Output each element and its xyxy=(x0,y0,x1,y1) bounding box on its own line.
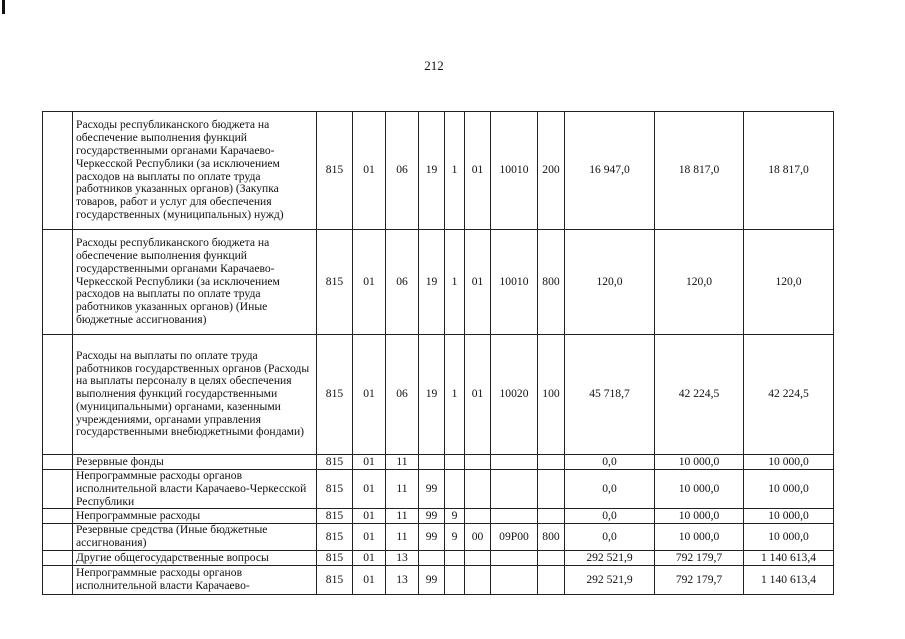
row-number-cell xyxy=(43,470,73,509)
amount-year1-cell: 45 718,7 xyxy=(565,335,655,455)
program-cell xyxy=(419,550,445,565)
table-row xyxy=(43,455,834,470)
subprogram-cell xyxy=(445,455,465,470)
program-cell: 99 xyxy=(419,565,445,594)
subprogram-cell: 1 xyxy=(445,335,465,455)
amount-year3-cell: 1 140 613,4 xyxy=(744,565,834,594)
main-activity-cell: 00 xyxy=(465,524,491,551)
description-cell: Другие общегосударственные вопросы xyxy=(73,550,317,565)
table-row xyxy=(43,524,834,551)
description-cell: Расходы республиканского бюджета на обеспечение выполнения функций государственными органами Карачаево-Черкесской Республики (за исключением расходов на выплаты по оплате труда работников указанных органов) (Закупка товаров, работ и услуг для обеспечения государственных (муниципальных) нужд) xyxy=(73,112,317,230)
direction-cell xyxy=(491,455,538,470)
amount-year1-cell: 0,0 xyxy=(565,509,655,524)
description-cell: Непрограммные расходы xyxy=(73,509,317,524)
table-row xyxy=(43,509,834,524)
program-cell: 99 xyxy=(419,524,445,551)
ministry-code-cell: 815 xyxy=(317,335,353,455)
amount-year2-cell: 42 224,5 xyxy=(655,335,744,455)
scan-edge-mark xyxy=(2,0,5,14)
ministry-code-cell: 815 xyxy=(317,524,353,551)
budget-table xyxy=(42,111,834,595)
section-cell: 01 xyxy=(353,230,386,335)
amount-year2-cell: 18 817,0 xyxy=(655,112,744,230)
description-cell: Расходы республиканского бюджета на обеспечение выполнения функций государственными органами Карачаево-Черкесской Республики (за исключением расходов на выплаты по оплате труда работников указанных органов) (Иные бюджетные ассигнования) xyxy=(73,230,317,335)
ministry-code-cell: 815 xyxy=(317,455,353,470)
amount-year3-cell: 120,0 xyxy=(744,230,834,335)
amount-year3-cell: 1 140 613,4 xyxy=(744,550,834,565)
ministry-code-cell: 815 xyxy=(317,509,353,524)
amount-year1-cell: 16 947,0 xyxy=(565,112,655,230)
amount-year3-cell: 10 000,0 xyxy=(744,470,834,509)
expense-type-cell xyxy=(538,565,565,594)
expense-type-cell xyxy=(538,550,565,565)
main-activity-cell xyxy=(465,550,491,565)
subsection-cell: 06 xyxy=(386,335,419,455)
subprogram-cell xyxy=(445,565,465,594)
direction-cell: 10010 xyxy=(491,112,538,230)
program-cell: 19 xyxy=(419,230,445,335)
ministry-code-cell: 815 xyxy=(317,550,353,565)
expense-type-cell xyxy=(538,455,565,470)
section-cell: 01 xyxy=(353,565,386,594)
amount-year3-cell: 10 000,0 xyxy=(744,524,834,551)
direction-cell: 10010 xyxy=(491,230,538,335)
amount-year2-cell: 792 179,7 xyxy=(655,565,744,594)
row-number-cell xyxy=(43,565,73,594)
ministry-code-cell: 815 xyxy=(317,230,353,335)
section-cell: 01 xyxy=(353,335,386,455)
section-cell: 01 xyxy=(353,470,386,509)
row-number-cell xyxy=(43,230,73,335)
table-row xyxy=(43,335,834,455)
row-number-cell xyxy=(43,335,73,455)
direction-cell xyxy=(491,470,538,509)
page-number: 212 xyxy=(424,58,444,73)
amount-year3-cell: 42 224,5 xyxy=(744,335,834,455)
subprogram-cell: 9 xyxy=(445,509,465,524)
expense-type-cell xyxy=(538,509,565,524)
section-cell: 01 xyxy=(353,112,386,230)
expense-type-cell: 100 xyxy=(538,335,565,455)
description-cell: Резервные фонды xyxy=(73,455,317,470)
ministry-code-cell: 815 xyxy=(317,565,353,594)
row-number-cell xyxy=(43,509,73,524)
direction-cell: 10020 xyxy=(491,335,538,455)
description-cell: Резервные средства (Иные бюджетные ассигнования) xyxy=(73,524,317,551)
subsection-cell: 11 xyxy=(386,455,419,470)
expense-type-cell: 200 xyxy=(538,112,565,230)
subprogram-cell xyxy=(445,550,465,565)
main-activity-cell xyxy=(465,455,491,470)
subsection-cell: 13 xyxy=(386,550,419,565)
subprogram-cell xyxy=(445,470,465,509)
subsection-cell: 06 xyxy=(386,230,419,335)
main-activity-cell: 01 xyxy=(465,335,491,455)
direction-cell: 09Р00 xyxy=(491,524,538,551)
direction-cell xyxy=(491,565,538,594)
main-activity-cell xyxy=(465,470,491,509)
ministry-code-cell: 815 xyxy=(317,470,353,509)
program-cell: 19 xyxy=(419,335,445,455)
amount-year1-cell: 0,0 xyxy=(565,455,655,470)
section-cell: 01 xyxy=(353,524,386,551)
table-row xyxy=(43,565,834,594)
amount-year2-cell: 10 000,0 xyxy=(655,455,744,470)
expense-type-cell: 800 xyxy=(538,524,565,551)
main-activity-cell xyxy=(465,509,491,524)
program-cell: 19 xyxy=(419,112,445,230)
amount-year1-cell: 0,0 xyxy=(565,470,655,509)
row-number-cell xyxy=(43,112,73,230)
main-activity-cell: 01 xyxy=(465,230,491,335)
amount-year2-cell: 120,0 xyxy=(655,230,744,335)
direction-cell xyxy=(491,509,538,524)
subsection-cell: 11 xyxy=(386,509,419,524)
row-number-cell xyxy=(43,524,73,551)
table-body xyxy=(43,112,834,595)
amount-year1-cell: 120,0 xyxy=(565,230,655,335)
subsection-cell: 06 xyxy=(386,112,419,230)
table-row xyxy=(43,550,834,565)
amount-year1-cell: 292 521,9 xyxy=(565,565,655,594)
amount-year2-cell: 10 000,0 xyxy=(655,470,744,509)
subsection-cell: 11 xyxy=(386,470,419,509)
amount-year2-cell: 10 000,0 xyxy=(655,524,744,551)
section-cell: 01 xyxy=(353,509,386,524)
main-activity-cell xyxy=(465,565,491,594)
description-cell: Непрограммные расходы органов исполнительной власти Карачаево- xyxy=(73,565,317,594)
amount-year2-cell: 10 000,0 xyxy=(655,509,744,524)
program-cell: 99 xyxy=(419,509,445,524)
amount-year1-cell: 292 521,9 xyxy=(565,550,655,565)
amount-year2-cell: 792 179,7 xyxy=(655,550,744,565)
main-activity-cell: 01 xyxy=(465,112,491,230)
section-cell: 01 xyxy=(353,455,386,470)
program-cell: 99 xyxy=(419,470,445,509)
row-number-cell xyxy=(43,455,73,470)
table-row xyxy=(43,112,834,230)
subprogram-cell: 9 xyxy=(445,524,465,551)
amount-year3-cell: 10 000,0 xyxy=(744,509,834,524)
subprogram-cell: 1 xyxy=(445,230,465,335)
expense-type-cell xyxy=(538,470,565,509)
ministry-code-cell: 815 xyxy=(317,112,353,230)
amount-year3-cell: 18 817,0 xyxy=(744,112,834,230)
row-number-cell xyxy=(43,550,73,565)
subsection-cell: 11 xyxy=(386,524,419,551)
table-row xyxy=(43,230,834,335)
section-cell: 01 xyxy=(353,550,386,565)
amount-year3-cell: 10 000,0 xyxy=(744,455,834,470)
amount-year1-cell: 0,0 xyxy=(565,524,655,551)
direction-cell xyxy=(491,550,538,565)
expense-type-cell: 800 xyxy=(538,230,565,335)
program-cell xyxy=(419,455,445,470)
description-cell: Расходы на выплаты по оплате труда работников государственных органов (Расходы на выплаты персоналу в целях обеспечения выполнения функций государственными (муниципальными) органами, казенными учреждениями, органами управления государственными внебюджетными фондами) xyxy=(73,335,317,455)
subsection-cell: 13 xyxy=(386,565,419,594)
subprogram-cell: 1 xyxy=(445,112,465,230)
table-row xyxy=(43,470,834,509)
description-cell: Непрограммные расходы органов исполнительной власти Карачаево-Черкесской Республики xyxy=(73,470,317,509)
